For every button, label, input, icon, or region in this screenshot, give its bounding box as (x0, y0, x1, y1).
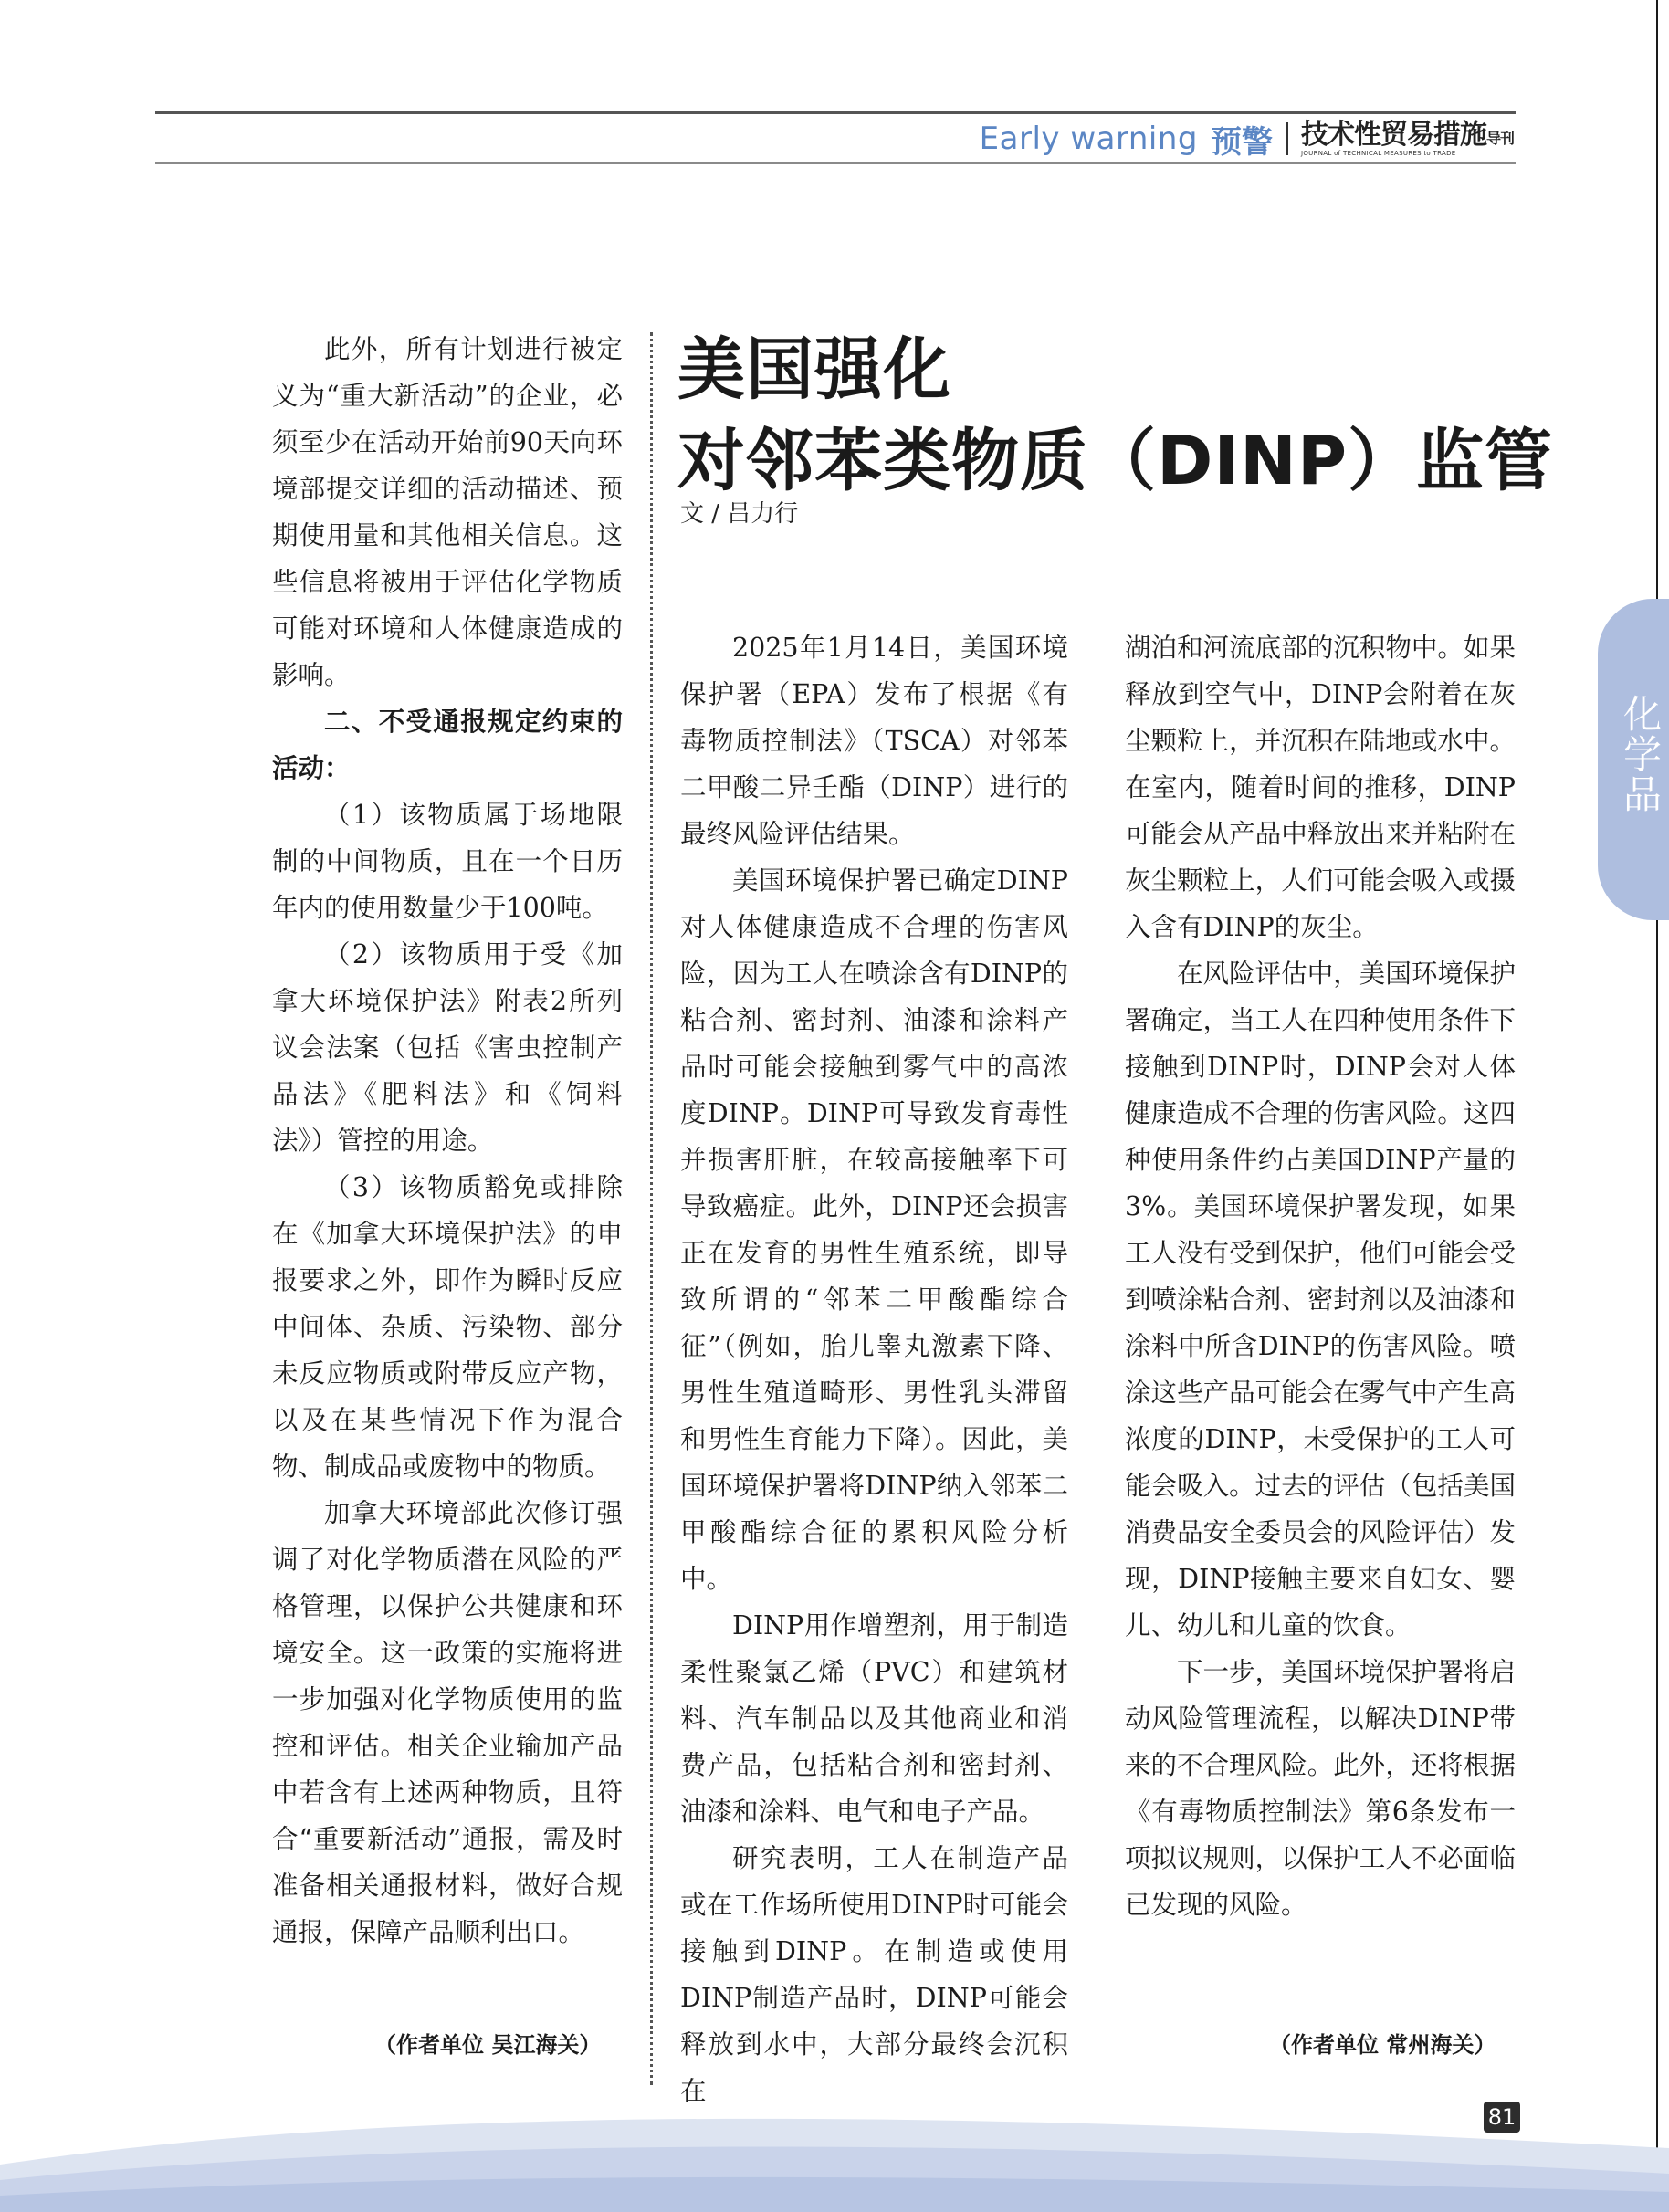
footer-wave-band (0, 2093, 1669, 2212)
title-line-2: 对邻苯类物质（DINP）监管 (677, 422, 1554, 500)
article-title (677, 324, 1554, 507)
column-divider (650, 332, 653, 2085)
paragraph: 在风险评估中，美国环境保护署确定，当工人在四种使用条件下接触到DINP时，DINP会对人体健康造成不合理的伤害风险。这四种使用条件约占美国DINP产量的3%。美国环境保护署发现，如果工人没有受到保护，他们可能会受到喷涂粘合剂、密封剂以及油漆和涂料中所含DINP的伤害风险。喷涂这些产品可能会在雾气中产生高浓度的DINP，未受保护的工人可能会吸入。过去的评估（包括美国消费品安全委员会的风险评估）发现，DINP接触主要来自妇女、婴儿、幼儿和儿童的饮食。 (1125, 959, 1516, 1641)
paragraph: 2025年1月14日，美国环境保护署（EPA）发布了根据《有毒物质控制法》（TSCA）对邻苯二甲酸二异壬酯（DINP）进行的最终风险评估结果。 (680, 633, 1068, 849)
section-label-en: Early warning (979, 121, 1198, 157)
paragraph: （3）该物质豁免或排除在《加拿大环境保护法》的申报要求之外，即作为瞬时反应中间体、杂质、污染物、部分未反应物质或附带反应产物，以及在某些情况下作为混合物、制成品或废物中的物质。 (272, 1172, 623, 1482)
middle-column (680, 624, 1068, 2114)
journal-title: 技术性贸易措施 (1300, 118, 1486, 151)
right-column (1125, 624, 1516, 1928)
title-line-1: 美国强化 (677, 330, 951, 409)
section-side-tab-label: 化学品 (1618, 694, 1663, 814)
paragraph: （2）该物质用于受《加拿大环境保护法》附表2所列议会法案（包括《害虫控制产品法》《肥料法》和《饲料法》）管控的用途。 (272, 939, 623, 1156)
section-heading: 二、不受通报规定约束的活动： (272, 706, 623, 783)
journal-suffix: 导刊 (1485, 129, 1514, 147)
header-rule-bottom (155, 162, 1516, 164)
header-separator (1286, 122, 1288, 155)
journal-name (1300, 118, 1514, 157)
section-label-cn: 预警 (1210, 123, 1273, 161)
header-rule-top (155, 111, 1516, 114)
paragraph: DINP用作增塑剂，用于制造柔性聚氯乙烯（PVC）和建筑材料、汽车制品以及其他商业和消费产品，包括粘合剂和密封剂、油漆和涂料、电气和电子产品。 (680, 1610, 1068, 1827)
paragraph: 此外，所有计划进行被定义为“重大新活动”的企业，必须至少在活动开始前90天向环境部提交详细的活动描述、预期使用量和其他相关信息。这些信息将被用于评估化学物质可能对环境和人体健康造成的影响。 (272, 334, 623, 690)
page-frame-line (1656, 0, 1658, 2212)
byline: 文 / 吕力行 (680, 500, 799, 528)
author-affiliation-right: （作者单位 常州海关） (1269, 2032, 1496, 2058)
left-column (272, 326, 623, 1955)
page-number: 81 (1484, 2102, 1520, 2133)
author-affiliation-left: （作者单位 吴江海关） (374, 2032, 602, 2058)
paragraph: 下一步，美国环境保护署将启动风险管理流程，以解决DINP带来的不合理风险。此外，还将根据《有毒物质控制法》第6条发布一项拟议规则，以保护工人不必面临已发现的风险。 (1125, 1657, 1516, 1920)
running-header (980, 119, 1514, 159)
paragraph: （1）该物质属于场地限制的中间物质，且在一个日历年内的使用数量少于100吨。 (272, 800, 623, 923)
paragraph: 研究表明，工人在制造产品或在工作场所使用DINP时可能会接触到DINP。在制造或使用DINP制造产品时，DINP可能会释放到水中，大部分最终会沉积在 (680, 1843, 1068, 2106)
journal-title-en: JOURNAL of TECHNICAL MEASURES to TRADE (1300, 149, 1456, 157)
paragraph: 湖泊和河流底部的沉积物中。如果释放到空气中，DINP会附着在灰尘颗粒上，并沉积在陆地或水中。在室内，随着时间的推移，DINP可能会从产品中释放出来并粘附在灰尘颗粒上，人们可能会吸入或摄入含有DINP的灰尘。 (1125, 633, 1516, 942)
paragraph: 美国环境保护署已确定DINP对人体健康造成不合理的伤害风险，因为工人在喷涂含有DINP的粘合剂、密封剂、油漆和涂料产品时可能会接触到雾气中的高浓度DINP。DINP可导致发育毒性并损害肝脏，在较高接触率下可导致癌症。此外，DINP还会损害正在发育的男性生殖系统，即导致所谓的“邻苯二甲酸酯综合征”（例如，胎儿睾丸激素下降、男性生殖道畸形、男性乳头滞留和男性生育能力下降）。因此，美国环境保护署将DINP纳入邻苯二甲酸酯综合征的累积风险分析中。 (680, 865, 1068, 1594)
paragraph: 加拿大环境部此次修订强调了对化学物质潜在风险的严格管理，以保护公共健康和环境安全。这一政策的实施将进一步加强对化学物质使用的监控和评估。相关企业输加产品中若含有上述两种物质，且符合“重要新活动”通报，需及时准备相关通报材料，做好合规通报，保障产品顺利出口。 (272, 1498, 623, 1947)
